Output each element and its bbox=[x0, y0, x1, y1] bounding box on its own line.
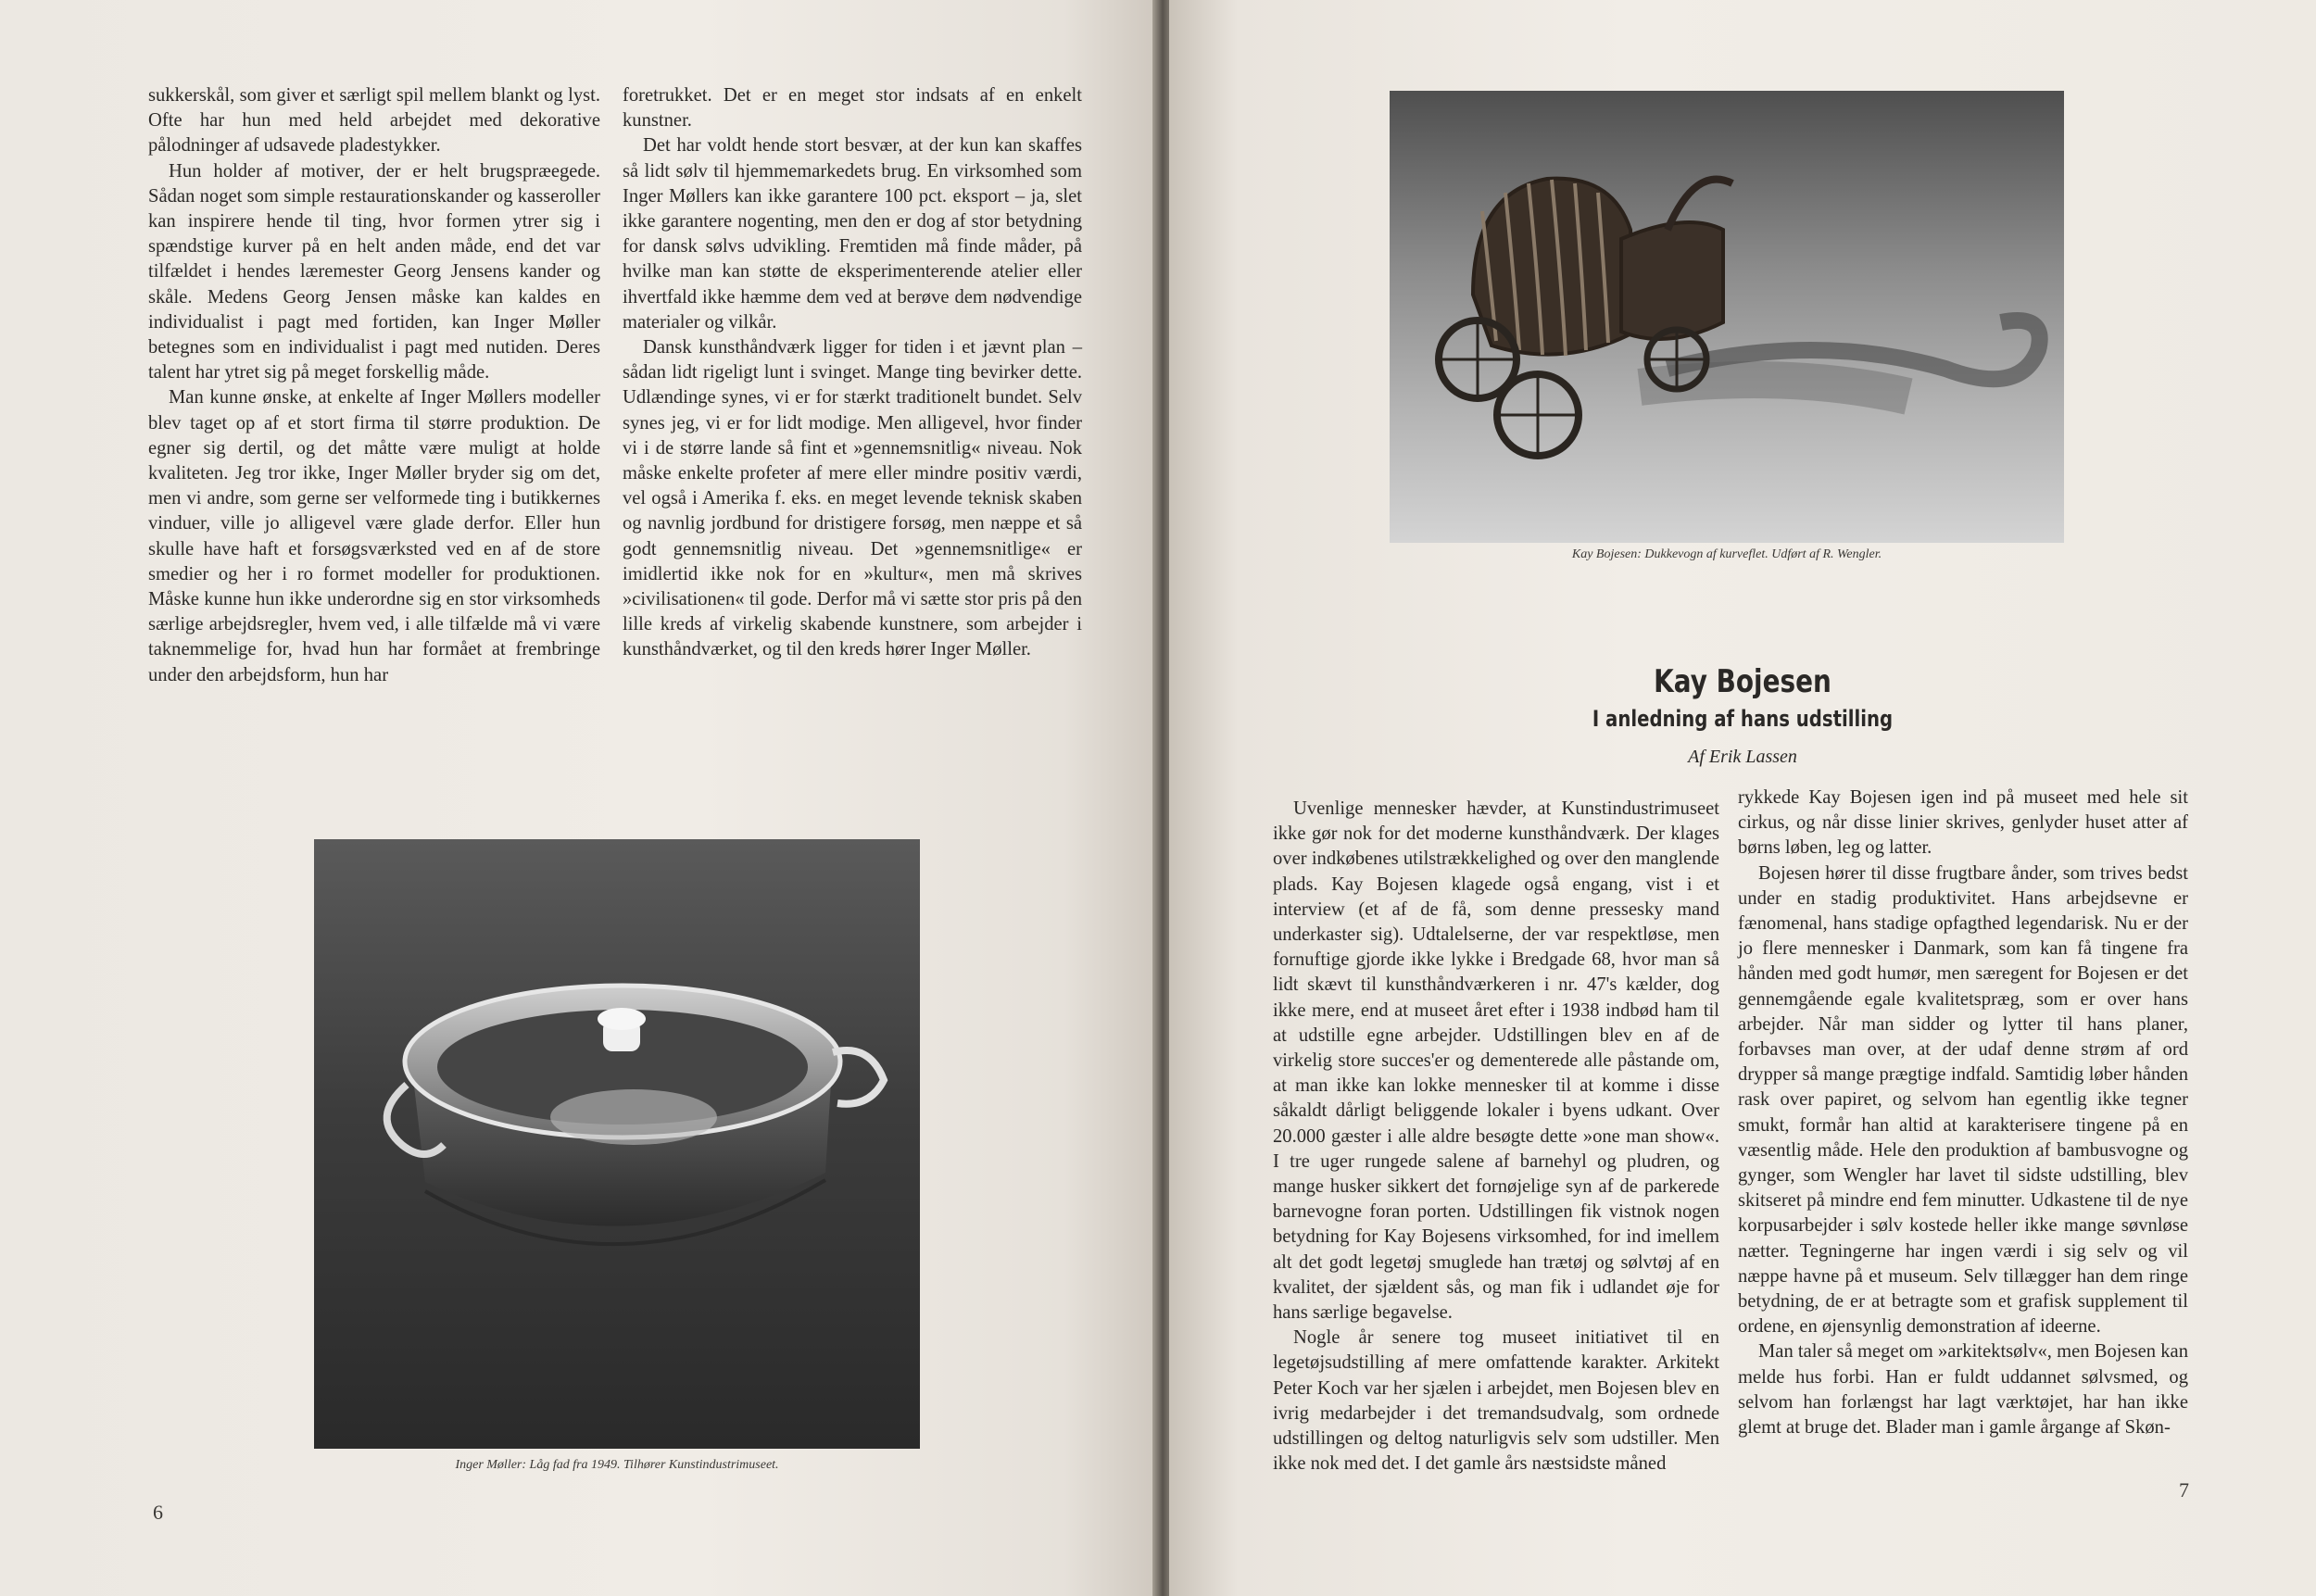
right-column-1 bbox=[1273, 797, 1719, 1477]
left-column-1 bbox=[148, 83, 600, 688]
casserole-illustration bbox=[314, 839, 920, 1449]
paragraph: Uvenlige mennesker hævder, at Kunstindustrimuseet ikke gør nok for det moderne kunsthåndværk. Der klages over indkøbenes utilstrækkelighed og over den manglende plads. Kay Bojesen klagede også engang, vist i et interview (et af de få, som denne pressesky mand underkaster sig). Udtalelserne, der var respektløse, men fornuftige gjorde ikke lykke i Bredgade 68, hvor man så lidt skævt til kunsthåndværkeren i nr. 47's kælder, dog ikke mere, end at museet året efter i 1938 indbød ham til at udstille egne arbejder. Udstillingen blev en af de virkelig store succes'er og dementerede alle påstande om, at man ikke kan lokke mennesker til at komme i disse såkaldt dårligt beliggende lokaler i byens udkant. Over 20.000 gæster i alle aldre besøgte dette »one man show«. I tre uger rungede salene af barnehyl og pludren, og mange husker sikkert det fornøjelige syn af de parkerede barnevogne foran porten. Udstillingen fik vistnok nogen betydning for Kay Bojesens virksomhed, for ind imellem alt det godt legetøj smuglede han trætøj og sølvtøj af en kvalitet, der sjældent sås, og man fik i udlandet øje for hans særlige begavelse. bbox=[1273, 798, 1719, 1324]
doll-pram-photo bbox=[1390, 91, 2064, 543]
paragraph: Nogle år senere tog museet initiativet til en legetøjsudstilling af mere omfattende karakter. Arkitekt Peter Koch var her sjælen i arbejdet, men Bojesen blev en ivrig medarbejder i det tremandsudvalg, som ordnede udstillingen og deltog naturligvis selv som udstiller. Men ikke nok med det. I det gamle års næstsidste måned bbox=[1273, 1327, 1719, 1475]
doll-pram-caption: Kay Bojesen: Dukkevogn af kurveflet. Udført af R. Wengler. bbox=[1571, 547, 1882, 561]
left-page-number: 6 bbox=[153, 1501, 163, 1524]
article-subtitle: I anledning af hans udstilling bbox=[1592, 706, 1894, 732]
paragraph: Hun holder af motiver, der er helt brugspræegede. Sådan noget som simple restaurationskander og kasseroller kan inspirere hende til ting, hvor formen ytrer sig i spændstige kurver på en helt anden måde, end det var tilfældet i hendes læremester Georg Jensens kander og skåle. Medens Georg Jensen måske kan kaldes en individualist i pagt med fortiden, kan Inger Møller betegnes som en individualist i pagt med nutiden. Deres talent har ytret sig på meget forskellig måde. bbox=[148, 160, 600, 383]
paragraph: Man taler så meget om »arkitektsølv«, men Bojesen kan melde hus forbi. Han er fuldt uddannet sølvsmed, og selvom han forlængst har lagt værktøjet, har han ikke glemt at bruge det. Blader man i gamle årgange af Skøn- bbox=[1738, 1341, 2188, 1439]
paragraph: Man kunne ønske, at enkelte af Inger Møllers modeller blev taget op af et stort firma til større produktion. De egner sig dertil, og det måtte være muligt at holde kvaliteten. Jeg tror ikke, Inger Møller bryder sig om det, men vi andre, som gerne ser velformede ting i butikkernes vinduer, ville jo alligevel være glade derfor. Eller hun skulle have haft et forsøgsværksted ved en af de store smedier og her i ro formet modeller for produktionen. Måske kunne hun ikke underordne sig en stor virksomheds særlige arbejdsregler, hvem ved, i alle tilfælde må vi være taknemmelige for, hvad hun har formået at frembringe under den arbejdsform, hun har bbox=[148, 387, 600, 685]
paragraph: Dansk kunsthåndværk ligger for tiden i et jævnt plan – sådan lidt rigeligt lunt i svinget. Mange ting bevirker dette. Udlændinge synes, vi er for stærkt traditionelt bundet. Selv synes jeg, vi er for lidt modige. Men alligevel, hvor finder vi i de større lande så fint et »gennemsnitlig« niveau. Nok måske enkelte profeter af mere eller mindre positiv værdi, vel også i Amerika f. eks. en meget levende teknisk skaben og navnlig jordbund for dristigere forsøg, men næppe et så godt gennemsnitlig niveau. Det »gennemsnitlige« er imidlertid ikke nok for en »kultur«, men må skrives »civilisationen« til gode. Derfor må vi sætte stor pris på den lille kreds af virkelig skabende kunstnere, som arbejder i kunsthåndværket, og til den kreds hører Inger Møller. bbox=[623, 337, 1082, 660]
casserole-photo bbox=[314, 839, 920, 1449]
paragraph: foretrukket. Det er en meget stor indsats af en enkelt kunstner. bbox=[623, 85, 1082, 132]
article-byline: Af Erik Lassen bbox=[1688, 747, 1797, 767]
paragraph: Det har voldt hende stort besvær, at der kun kan skaffes så lidt sølv til hjemmemarkedets brug. En virksomhed som Inger Møllers kan ikke garantere 100 pct. eksport – ja, slet ikke garantere nogenting, men den er dog af stor betydning for dansk sølvs udvikling. Fremtiden må finde måder, på hvilke man kan støtte de eksperimenterende atelier eller ihvertfald ikke hæmme dem ved at berøve dem nødvendige materialer og vilkår. bbox=[623, 135, 1082, 333]
right-column-2 bbox=[1738, 785, 2188, 1440]
casserole-caption: Inger Møller: Låg fad fra 1949. Tilhører Kunstindustrimuseet. bbox=[455, 1458, 779, 1472]
left-column-2 bbox=[623, 83, 1082, 663]
paragraph: rykkede Kay Bojesen igen ind på museet med hele sit cirkus, og når disse linier skrives, genlyder huset atter af børns løben, leg og latter. bbox=[1738, 787, 2188, 859]
paragraph: Bojesen hører til disse frugtbare ånder, som trives bedst under en stadig produktivitet. Hans arbejdsevne er fænomenal, hans stadige opfagthed legendarisk. Nu er der jo flere mennesker i Danmark, som kan få tingene fra hånden med godt humør, men særegent for Bojesen er det gennemgående egale kvalitetspræg, som er over hans arbejder. Når man sidder og lytter til hans planer, forbavses man over, at der udaf denne strøm af ord drypper så mange prægtige indfald. Samtidig løber hånden rask over papiret, og selvom han egentlig ikke tegner smukt, formår han altid at karakterisere tingene på en væsentlig måde. Hele den produktion af bambusvogne og gynger, som Wengler har lavet til sidste udstilling, blev skitseret på mindre end fem minutter. Udkastene til de nye korpusarbejder i sølv kostede heller ikke mange søvnløse nætter. Tegningerne har ingen værdi i sig selv og vil næppe havne på et museum. Selv tillægger han dem ringe betydning, de er at betragte som et grafisk supplement til ordene, en øjensynlig demonstration af ideerne. bbox=[1738, 862, 2188, 1338]
article-title: Kay Bojesen bbox=[1654, 663, 1831, 700]
doll-pram-illustration bbox=[1390, 91, 2064, 543]
right-page-number: 7 bbox=[2179, 1478, 2189, 1502]
paragraph: sukkerskål, som giver et særligt spil mellem blankt og lyst. Ofte har hun med held arbejdet med dekorative pålodninger af udsavede pladestykker. bbox=[148, 85, 600, 157]
